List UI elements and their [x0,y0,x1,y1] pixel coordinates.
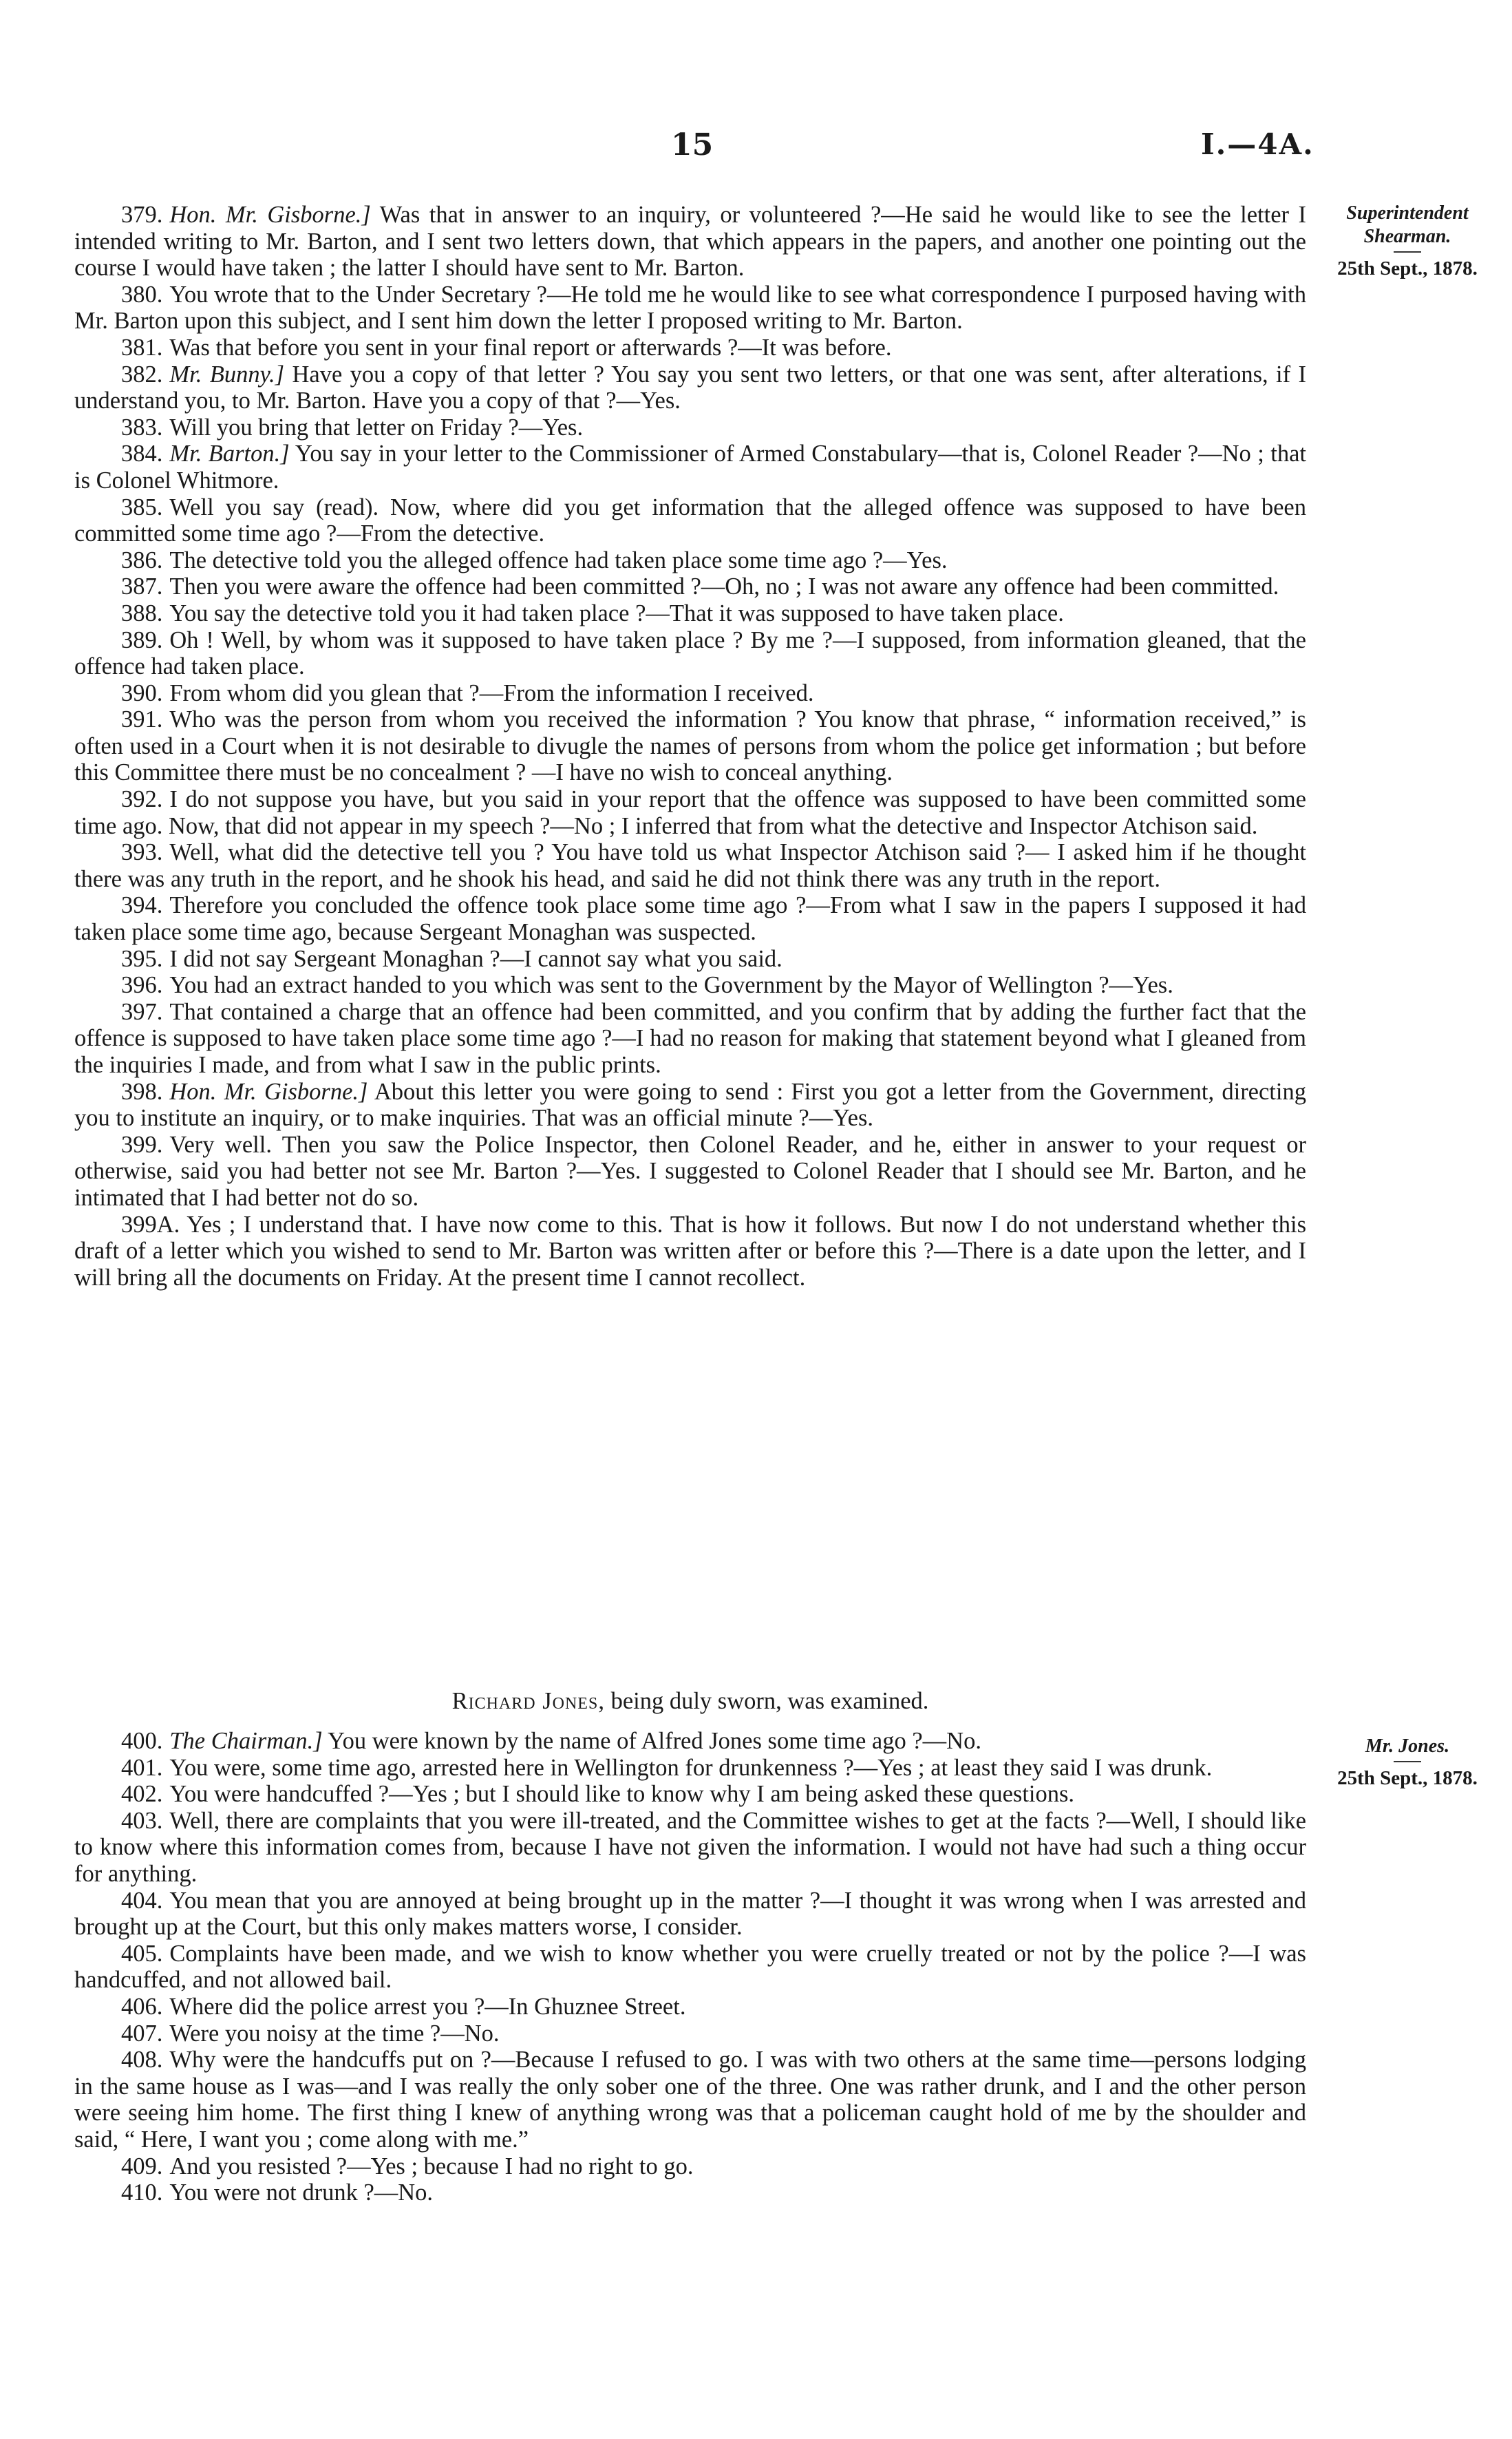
question-text: Will you bring that letter on Friday ?—Yes. [169,414,584,441]
question-text: I do not suppose you have, but you said in your report that the offence was supposed to have been committed some time ago. Now, that did not appear in my speech ?—No ; I inferred that from what the detective and Inspector Atchison said. [74,786,1306,839]
sidenote-jones [1314,1735,1500,1790]
question-number: 388. [121,600,163,626]
question-number: 384. [121,441,163,467]
question-number: 396. [121,972,163,999]
question-number: 410. [121,2179,163,2206]
question-383 [74,414,1306,441]
question-394 [74,892,1306,945]
question-text: Well you say (read). Now, where did you get information that the alleged offence was supposed to have been committed some time ago ?—From the detective. [74,494,1306,547]
question-393 [74,839,1306,892]
question-text: That contained a charge that an offence had been committed, and you confirm that by adding the further fact that the offence is supposed to have taken place some time ago ?—I had no reason for making that statement beyond what I gleaned from the inquiries I made, and from what I saw in the public prints. [74,998,1306,1078]
question-text: You say in your letter to the Commissioner of Armed Constabulary—that is, Colonel Reader ?—No ; that is Colonel Whitmore. [74,441,1306,494]
question-number: 397. [121,998,163,1025]
question-410 [74,2179,1306,2206]
question-text: Very well. Then you saw the Police Inspector, then Colonel Reader, and he, either in answer to your request or otherwise, said you had better not see Mr. Barton ?—Yes. I suggested to Colonel Reader that I should see Mr. Barton, and he intimated that I had better not do so. [74,1131,1306,1211]
question-number: 405. [121,1940,163,1967]
question-number: 407. [121,2020,163,2047]
evidence-section-shearman [74,202,1306,1291]
speaker: Mr. Barton.] [169,441,290,467]
question-text: Then you were aware the offence had been committed ?—Oh, no ; I was not aware any offence had been committed. [169,573,1279,600]
question-text: Well, there are complaints that you were ill-treated, and the Committee wishes to get at the facts ?—Well, I should like to know where this information comes from, because I have not given the information. I would not have had such a thing occur for anything. [74,1807,1306,1887]
question-number: 382. [121,361,163,388]
speaker: The Chairman.] [169,1728,323,1754]
question-398 [74,1079,1306,1132]
witness-heading [74,1688,1306,1715]
document-reference: I.—4A. [1201,127,1314,161]
question-number: 399A. [121,1211,180,1238]
sidenote-witness: Superintendent Shearman. [1346,202,1469,247]
question-390 [74,680,1306,707]
question-397 [74,999,1306,1079]
question-number: 386. [121,547,163,573]
question-text: And you resisted ?—Yes ; because I had no right to go. [169,2153,694,2179]
question-number: 387. [121,573,163,600]
question-text: The detective told you the alleged offence had taken place some time ago ?—Yes. [169,547,948,573]
question-404 [74,1888,1306,1941]
question-402 [74,1781,1306,1808]
question-number: 390. [121,679,163,706]
question-388 [74,600,1306,627]
question-399A [74,1212,1306,1291]
question-386 [74,547,1306,574]
sidenote-superintendent [1314,202,1500,280]
question-401 [74,1755,1306,1782]
question-379 [74,202,1306,282]
question-389 [74,627,1306,680]
question-text: You wrote that to the Under Secretary ?—He told me he would like to see what correspondence I purposed having with Mr. Barton upon this subject, and I sent him down the letter I proposed writing to Mr. Barton. [74,281,1306,335]
question-text: You were handcuffed ?—Yes ; but I should like to know why I am being asked these questions. [169,1781,1075,1808]
question-text: You were known by the name of Alfred Jones some time ago ?—No. [328,1728,981,1754]
question-381 [74,335,1306,361]
question-text: I did not say Sergeant Monaghan ?—I cannot say what you said. [169,945,782,972]
question-number: 385. [121,494,163,520]
question-number: 401. [121,1754,163,1781]
question-number: 403. [121,1807,163,1834]
sidenote-divider [1394,1761,1421,1762]
question-text: Yes ; I understand that. I have now come to this. That is how it follows. But now I do not understand whether this draft of a letter which you wished to send to Mr. Barton was written after or before this ?—There is a date upon the letter, and I will bring all the documents on Friday. At the present time I cannot recollect. [74,1211,1306,1291]
question-405 [74,1941,1306,1994]
question-number: 395. [121,945,163,972]
question-text: You say the detective told you it had taken place ?—That it was supposed to have taken place. [169,600,1064,626]
sidenote-date: 25th Sept., 1878. [1337,1767,1478,1789]
question-400 [74,1728,1306,1755]
question-number: 406. [121,1993,163,2020]
question-text: From whom did you glean that ?—From the information I received. [169,679,814,706]
question-text: Well, what did the detective tell you ? You have told us what Inspector Atchison said ?— I asked him if he thought there was any truth in the report, and he shook his head, and said he did not think there was any truth in the report. [74,839,1306,892]
question-text: You mean that you are annoyed at being brought up in the matter ?—I thought it was wrong when I was arrested and brought up at the Court, but this only makes matters worse, I consider. [74,1887,1306,1941]
sidenote-witness: Mr. Jones. [1365,1735,1450,1757]
question-387 [74,573,1306,600]
question-385 [74,494,1306,547]
question-text: Who was the person from whom you received the information ? You know that phrase, “ information received,” is often used in a Court when it is not desirable to divugle the names of persons from whom the police get information ; but before this Committee there must be no concealment ? —I have no wish to conceal anything. [74,706,1306,786]
question-text: Where did the police arrest you ?—In Ghuznee Street. [169,1993,686,2020]
speaker: Mr. Bunny.] [169,361,285,388]
question-number: 391. [121,706,163,733]
question-number: 402. [121,1781,163,1808]
question-text: Were you noisy at the time ?—No. [169,2020,500,2047]
question-number: 404. [121,1887,163,1914]
sidenote-divider [1394,251,1421,253]
question-396 [74,972,1306,999]
page-header [0,127,1512,176]
question-text: About this letter you were going to send : First you got a letter from the Government, directing you to institute an inquiry, or to make inquiries. That was an official minute ?—Yes. [74,1078,1306,1132]
question-text: Therefore you concluded the offence took place some time ago ?—From what I saw in the papers I supposed it had taken place some time ago, because Sergeant Monaghan was suspected. [74,892,1306,946]
witness-heading-text: being duly sworn, was examined. [610,1688,929,1714]
question-number: 400. [121,1728,163,1754]
sidenote-date: 25th Sept., 1878. [1337,257,1478,279]
page-number: 15 [671,127,714,162]
question-text: You had an extract handed to you which was sent to the Government by the Mayor of Wellington ?—Yes. [169,972,1173,999]
question-391 [74,706,1306,786]
question-number: 408. [121,2047,163,2073]
question-number: 389. [121,626,163,653]
question-text: You were, some time ago, arrested here in Wellington for drunkenness ?—Yes ; at least they said I was drunk. [169,1754,1213,1781]
question-text: Have you a copy of that letter ? You say you sent two letters, or that one was sent, after alterations, if I understand you, to Mr. Barton. Have you a copy of that ?—Yes. [74,361,1307,414]
speaker: Hon. Mr. Gisborne.] [169,1078,368,1105]
question-number: 392. [121,786,163,813]
question-406 [74,1994,1306,2020]
question-number: 399. [121,1131,163,1158]
question-text: Why were the handcuffs put on ?—Because I refused to go. I was with two others at the same time—persons lodging in the same house as I was—and I was really the only sober one of the three. One was rather drunk, and I and the other person were seeing him home. The first thing I knew of anything wrong was that a policeman caught hold of me by the shoulder and said, “ Here, I want you ; come along with me.” [74,2047,1306,2153]
question-409 [74,2153,1306,2180]
question-number: 383. [121,414,163,441]
question-text: Was that before you sent in your final report or afterwards ?—It was before. [169,334,892,361]
question-399 [74,1132,1306,1212]
question-408 [74,2047,1306,2153]
question-number: 409. [121,2153,163,2179]
question-text: Complaints have been made, and we wish to know whether you were cruelly treated or not by the police ?—I was handcuffed, and not allowed bail. [74,1940,1306,1994]
question-number: 379. [121,202,163,228]
question-number: 393. [121,839,163,866]
question-384 [74,441,1306,494]
question-403 [74,1808,1306,1888]
question-407 [74,2020,1306,2047]
question-text: Was that in answer to an inquiry, or volunteered ?—He said he would like to see the letter I intended writing to Mr. Barton, and I sent two letters down, that which appears in the papers, and another one pointing out the course I would have taken ; the latter I should have sent to Mr. Barton. [74,202,1306,282]
question-text: You were not drunk ?—No. [169,2179,434,2206]
speaker: Hon. Mr. Gisborne.] [169,202,371,228]
evidence-section-jones [74,1728,1306,2206]
question-text: Oh ! Well, by whom was it supposed to have taken place ? By me ?—I supposed, from information gleaned, that the offence had taken place. [74,626,1306,680]
question-380 [74,282,1306,335]
question-number: 394. [121,892,163,919]
question-number: 381. [121,334,163,361]
question-number: 398. [121,1078,163,1105]
question-395 [74,946,1306,973]
question-382 [74,361,1306,414]
witness-name: Richard Jones, [451,1688,605,1714]
question-number: 380. [121,281,163,308]
question-392 [74,786,1306,839]
